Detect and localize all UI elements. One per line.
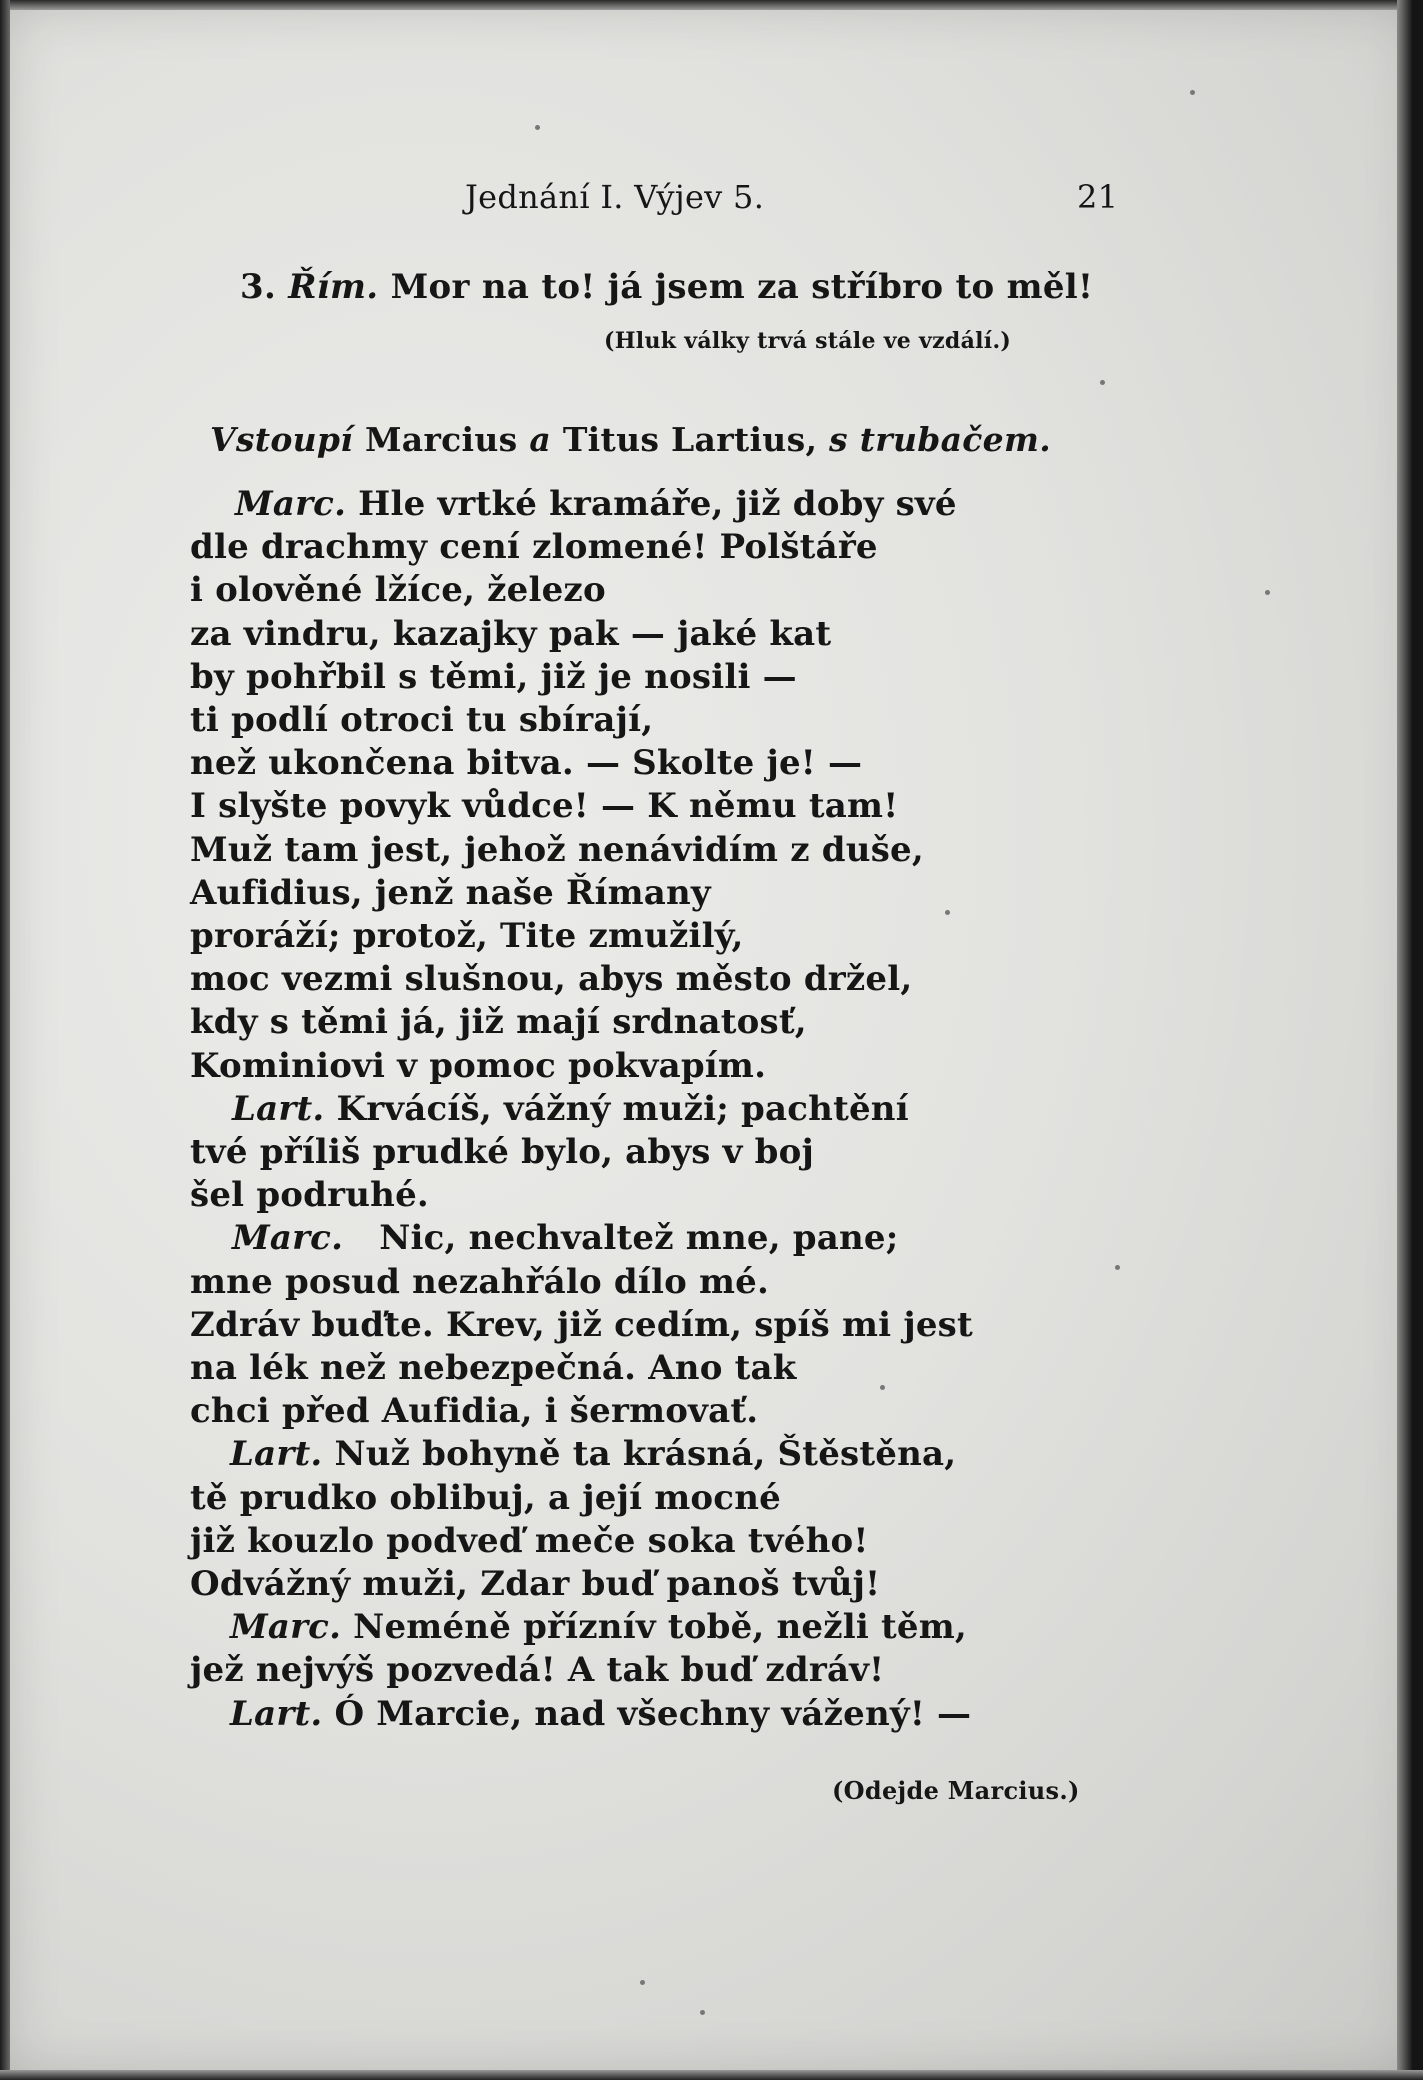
verse-text: I slyšte povyk vůdce! — K němu tam! [190, 786, 899, 827]
verse-text: šel podruhé. [190, 1175, 429, 1216]
verse-line [190, 1001, 973, 1044]
verse-text: za vindru, kazajky pak — jaké kat [190, 613, 832, 654]
verse-text: proráží; protož, Tite zmužilý, [190, 916, 744, 957]
verse-line [190, 785, 973, 828]
verse-text: Mor na to! já jsem za stříbro to měl! [390, 267, 1094, 307]
speaker-number: 3. [240, 267, 277, 307]
verse-line [190, 699, 973, 742]
verse-text: Krvácíš, vážný muži; pachtění [324, 1088, 909, 1129]
speaker-name: Lart. [230, 1693, 323, 1734]
verse-line [190, 1347, 973, 1390]
verse-text: než ukončena bitva. — Skolte je! — [190, 743, 863, 784]
verse-text: tvé příliš prudké bylo, abys v boj [190, 1132, 815, 1173]
verse-text: Hle vrtké kramáře, již doby své [346, 484, 957, 524]
verse-line [190, 1520, 973, 1563]
verse-block [190, 483, 973, 1736]
verse-text: Neméně příznív tobě, nežli těm, [341, 1607, 967, 1648]
dust-speck [700, 2010, 705, 2015]
verse-line [190, 1390, 973, 1433]
entrance-name: Marcius [364, 420, 518, 459]
verse-line [190, 1217, 973, 1260]
dust-speck [1100, 380, 1105, 385]
opening-line [240, 268, 1093, 306]
verse-line [190, 829, 973, 872]
verse-line [190, 1606, 973, 1649]
verse-line [190, 742, 973, 785]
verse-text: jež nejvýš pozvedá! A tak buď zdráv! [190, 1650, 885, 1691]
verse-line [190, 1261, 973, 1304]
speaker-name: Marc. [235, 484, 347, 524]
verse-line [190, 872, 973, 915]
verse-text: Muž tam jest, jehož nenávidím z duše, [190, 829, 924, 870]
verse-line [190, 1477, 973, 1520]
entrance-with: s trubačem. [829, 420, 1051, 459]
running-header: Jednání I. Výjev 5. [465, 178, 765, 216]
verse-text: kdy s těmi já, již mají srdnatosť, [190, 1002, 807, 1043]
verse-text: i olověné lžíce, železo [190, 570, 606, 611]
verse-line [190, 483, 973, 526]
dust-speck [640, 1980, 645, 1985]
verse-line [190, 1304, 973, 1347]
scan-edge-right [1397, 0, 1423, 2080]
verse-text: Nuž bohyně ta krásná, Štěstěna, [322, 1434, 957, 1475]
verse-line [190, 1088, 973, 1131]
dust-speck [1190, 90, 1195, 95]
scan-edge-top [0, 0, 1423, 10]
speaker-name: Marc. [230, 1607, 342, 1648]
verse-text: tě prudko oblibuj, a její mocné [190, 1477, 781, 1518]
verse-line [190, 656, 973, 699]
verse-line [190, 1693, 973, 1736]
entrance-direction [210, 421, 1051, 459]
verse-line [190, 1045, 973, 1088]
scan-edge-left [0, 0, 10, 2080]
verse-text: Zdráv buďte. Krev, již cedím, spíš mi jest [190, 1304, 973, 1345]
dust-speck [1115, 1265, 1120, 1270]
entrance-name-2: Titus Lartius, [562, 420, 818, 459]
exit-direction: (Odejde Marcius.) [832, 1776, 1080, 1805]
verse-line [190, 569, 973, 612]
verse-line [190, 1649, 973, 1692]
verse-text: moc vezmi slušnou, abys město držel, [190, 959, 913, 1000]
verse-line [190, 958, 973, 1001]
verse-text: chci před Aufidia, i šermovať. [190, 1391, 759, 1432]
speaker-name: Řím. [288, 267, 379, 307]
speaker-name: Lart. [232, 1088, 325, 1129]
verse-text: Odvážný muži, Zdar buď panoš tvůj! [190, 1564, 881, 1605]
verse-text: mne posud nezahřálo dílo mé. [190, 1261, 770, 1302]
verse-text: Aufidius, jenž naše Římany [190, 872, 711, 913]
verse-text: na lék než nebezpečná. Ano tak [190, 1348, 797, 1389]
entrance-verb: Vstoupí [210, 420, 354, 459]
verse-text: Nic, nechvaltež mne, pane; [343, 1218, 899, 1259]
verse-line [190, 613, 973, 656]
speaker-name: Lart. [230, 1434, 323, 1475]
verse-line [190, 526, 973, 569]
verse-line [190, 915, 973, 958]
verse-text: již kouzlo podveď meče soka tvého! [190, 1520, 869, 1561]
verse-line [190, 1174, 973, 1217]
scan-edge-bottom [0, 2070, 1423, 2080]
verse-line [190, 1563, 973, 1606]
verse-text: Kominiovi v pomoc pokvapím. [190, 1045, 767, 1086]
speaker-name: Marc. [232, 1218, 344, 1259]
verse-text: ti podlí otroci tu sbírají, [190, 700, 654, 741]
stage-direction: (Hluk války trvá stále ve vzdálí.) [604, 328, 1012, 354]
verse-text: dle drachmy cení zlomené! Polštáře [190, 527, 878, 568]
entrance-conjunction: a [529, 420, 552, 459]
dust-speck [535, 125, 540, 130]
dust-speck [1265, 590, 1270, 595]
page-number: 21 [1077, 178, 1119, 216]
verse-line [190, 1131, 973, 1174]
verse-line [190, 1433, 973, 1476]
verse-text: Ó Marcie, nad všechny vážený! — [322, 1693, 972, 1734]
verse-text: by pohřbil s těmi, již je nosili — [190, 656, 797, 697]
